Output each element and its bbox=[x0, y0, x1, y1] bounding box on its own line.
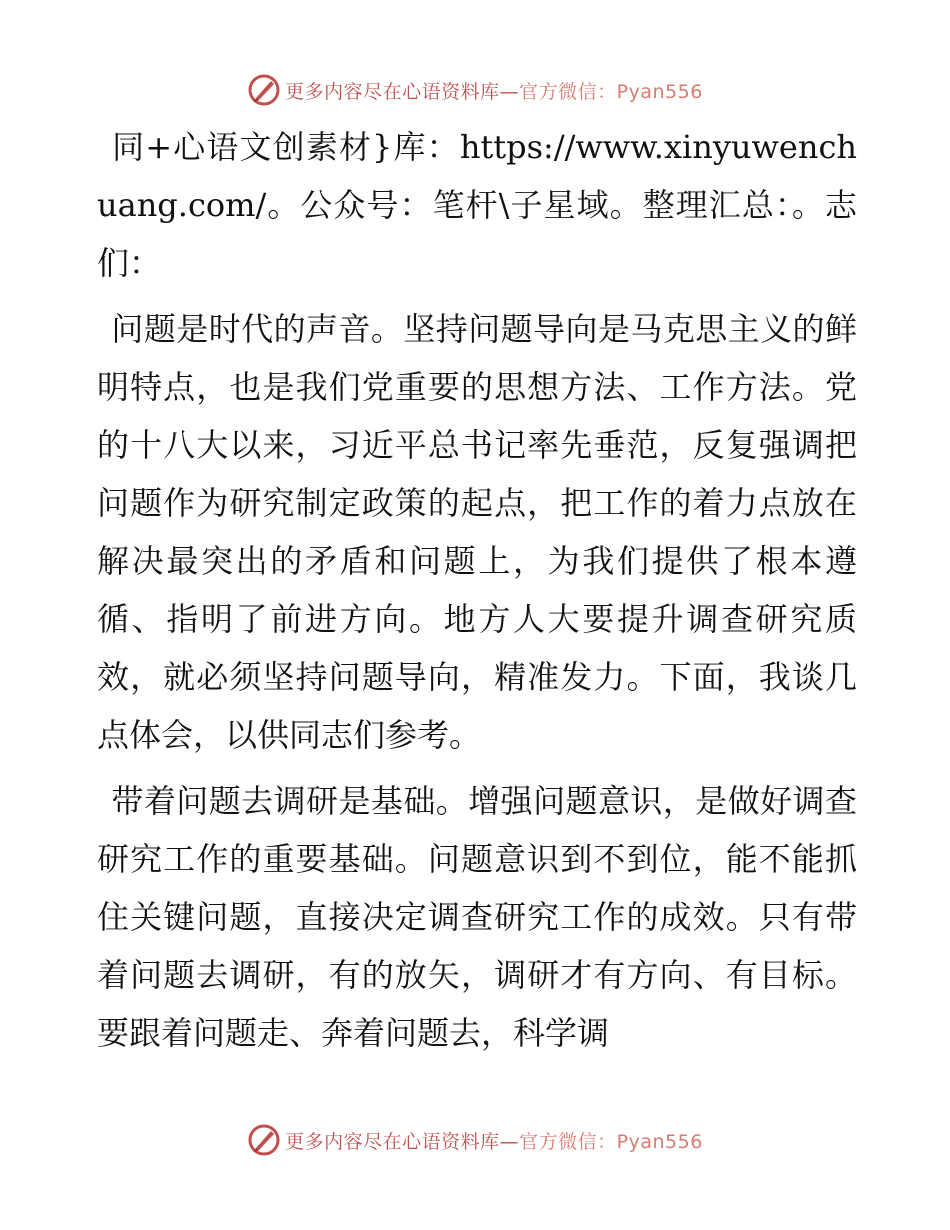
paragraph-2-text: 问题是时代的声音。坚持问题导向是马克思主义的鲜明特点，也是我们党重要的思想方法、工作方法。党的十八大以来，习近平总书记率先垂范，反复强调把问题作为研究制定政策的起点，把工作的着力点放在解决最突出的矛盾和问题上，为我们提供了根本遵循、指明了前进方向。地方人大要提升调查研究质效，就必须坚持问题导向，精准发力。下面，我谈几点体会，以供同志们参考。 bbox=[97, 310, 857, 754]
paragraph-3-text: 带着问题去调研是基础。增强问题意识，是做好调查研究工作的重要基础。问题意识到不到位，能不能抓住关键问题，直接决定调查研究工作的成效。只有带着问题去调研，有的放矢，调研才有方向、有目标。要跟着问题走、奔着问题去，科学调 bbox=[97, 782, 857, 1052]
document-body bbox=[97, 118, 857, 1098]
footer-separator: — bbox=[499, 1130, 520, 1153]
footer-watermark-text bbox=[285, 1127, 703, 1154]
footer-contact: 官方微信：Pyan556 bbox=[519, 1130, 703, 1153]
header-contact: 官方微信：Pyan556 bbox=[519, 80, 703, 103]
header-separator: — bbox=[499, 80, 520, 103]
paragraph-2 bbox=[97, 300, 857, 764]
paragraph-3 bbox=[97, 772, 857, 1062]
header-watermark-text bbox=[285, 77, 703, 104]
paragraph-1 bbox=[97, 118, 857, 292]
pen-logo-icon bbox=[247, 1123, 281, 1157]
pen-logo-icon bbox=[247, 73, 281, 107]
footer-watermark bbox=[0, 1120, 950, 1160]
header-slogan: 更多内容尽在心语资料库 bbox=[285, 80, 500, 103]
footer-slogan: 更多内容尽在心语资料库 bbox=[285, 1130, 500, 1153]
header-watermark bbox=[0, 70, 950, 110]
paragraph-1-text: 同+心语文创素材}库：https://www.xinyuwenchuang.com/。公众号：笔杆\子星域。整理汇总：。志们： bbox=[97, 128, 857, 282]
